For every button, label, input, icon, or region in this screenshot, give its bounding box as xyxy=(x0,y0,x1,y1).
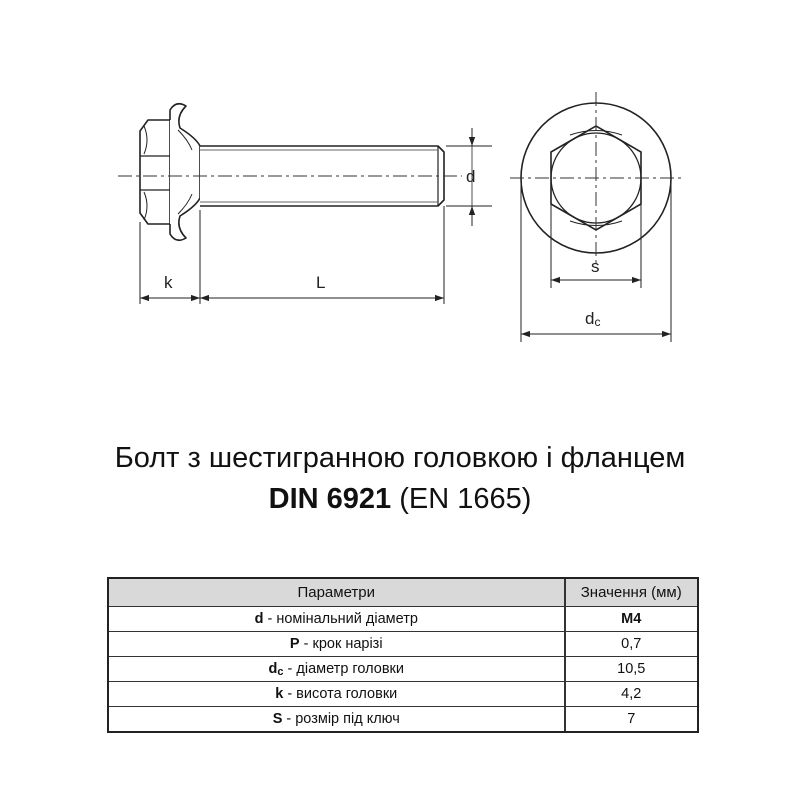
value-cell: 0,7 xyxy=(565,632,698,657)
dimension-L-label: L xyxy=(316,273,326,292)
bolt-side-view xyxy=(140,104,444,241)
param-cell xyxy=(109,707,565,732)
param-cell xyxy=(109,657,565,682)
flange-side xyxy=(170,104,200,241)
hex-head-side xyxy=(140,120,170,224)
param-description: - діаметр головки xyxy=(283,660,404,677)
param-symbol: $d_c$ xyxy=(268,660,284,678)
table-header-row xyxy=(109,579,698,607)
product-title: Болт з шестигранною головкою і фланцем xyxy=(114,442,686,474)
value-cell: 10,5 xyxy=(565,657,698,682)
param-description: - крок нарізі xyxy=(299,636,383,652)
table-row xyxy=(109,632,698,657)
table-row xyxy=(109,707,698,732)
standard-title xyxy=(0,482,800,516)
param-description: - висота головки xyxy=(283,686,398,702)
param-cell xyxy=(109,682,565,707)
param-cell xyxy=(109,607,565,632)
value-cell: 7 xyxy=(565,707,698,732)
dimension-s-label: s xyxy=(591,257,600,276)
param-symbol: k xyxy=(275,686,284,702)
param-cell xyxy=(109,632,565,657)
dimension-dc-label: dc xyxy=(585,309,601,329)
standard-din: DIN 6921 xyxy=(268,483,392,515)
dimension-k-l xyxy=(140,206,444,304)
table-row xyxy=(109,682,698,707)
param-symbol: d xyxy=(254,611,264,627)
parameters-table xyxy=(108,578,698,732)
param-description: - розмір під ключ xyxy=(282,711,400,727)
value-cell: 4,2 xyxy=(565,682,698,707)
header-values: Значення (мм) xyxy=(565,579,698,607)
standard-en: (EN 1665) xyxy=(399,483,532,515)
dimension-k-label: k xyxy=(164,273,173,292)
param-symbol: S xyxy=(272,711,283,727)
dimension-d-label: d xyxy=(466,167,476,186)
table-row xyxy=(109,607,698,632)
param-symbol: P xyxy=(289,636,300,652)
param-description: - номінальний діаметр xyxy=(263,611,418,627)
value-cell: M4 xyxy=(565,607,698,632)
table-row xyxy=(109,657,698,682)
header-parameters: Параметри xyxy=(109,579,565,607)
